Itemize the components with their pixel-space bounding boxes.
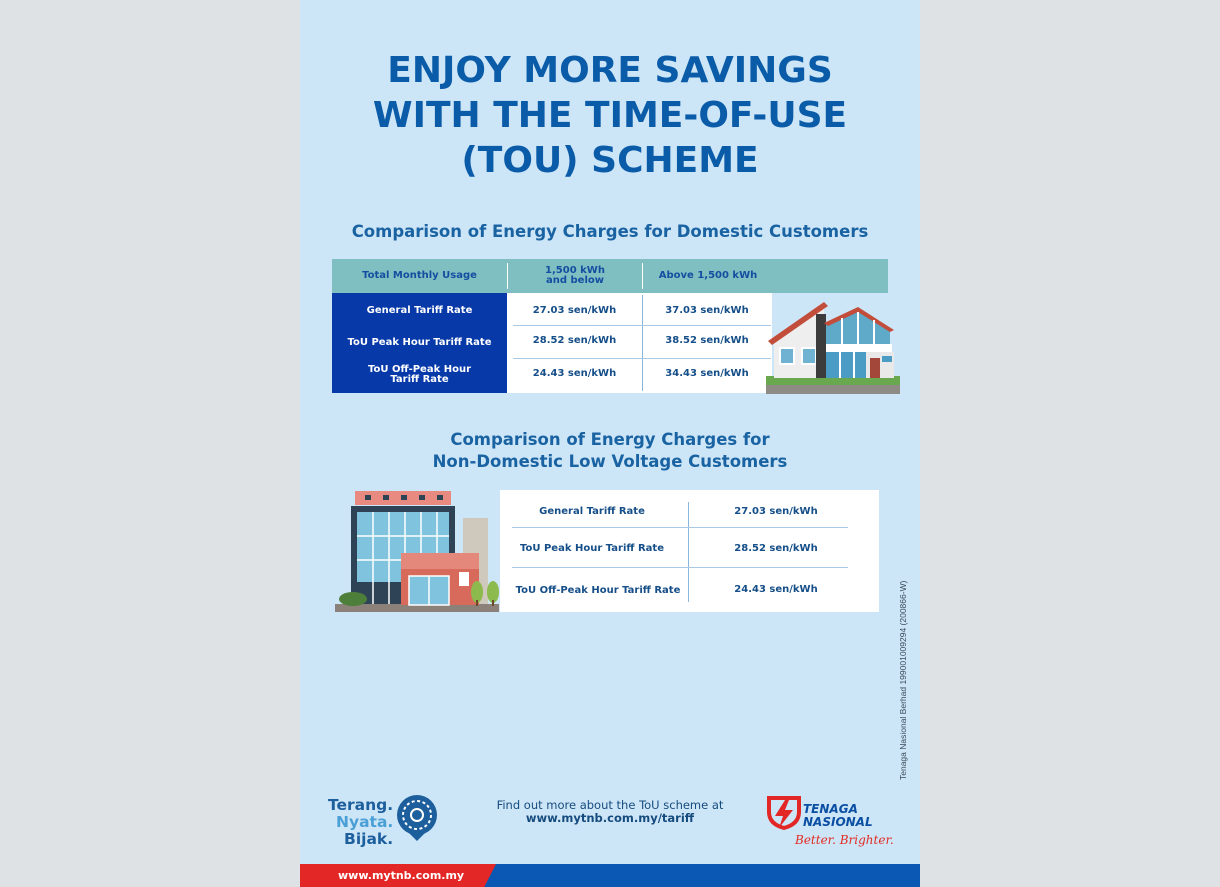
non-domestic-title-line-2: Non-Domestic Low Voltage Customers bbox=[432, 452, 788, 471]
peak-rate-low: 28.52 sen/kWh bbox=[532, 335, 617, 346]
domestic-table-header bbox=[332, 259, 888, 293]
nd-general-rate: 27.03 sen/kWh bbox=[734, 505, 818, 517]
domestic-section-title: Comparison of Energy Charges for Domestic Customers bbox=[351, 222, 869, 241]
header-1500-and-below bbox=[508, 259, 642, 293]
row-divider bbox=[512, 527, 848, 528]
find-more-text bbox=[470, 799, 750, 825]
domestic-row-values bbox=[507, 293, 772, 393]
headline-line-1: ENJOY MORE SAVINGS bbox=[387, 50, 833, 91]
nd-row-label-general: General Tariff Rate bbox=[539, 505, 645, 517]
registration-text: Tenaga Nasional Berhad 199001009294 (200866-W) bbox=[898, 580, 908, 780]
non-domestic-title-line-1: Comparison of Energy Charges for bbox=[450, 430, 770, 449]
bottom-url-link[interactable]: www.mytnb.com.my bbox=[338, 869, 465, 882]
building-illustration bbox=[335, 488, 505, 614]
headline-line-2: WITH THE TIME-OF-USE bbox=[372, 95, 848, 136]
general-rate-high: 37.03 sen/kWh bbox=[665, 305, 749, 316]
nd-peak-rate: 28.52 sen/kWh bbox=[734, 542, 818, 554]
headline-line-3: (TOU) SCHEME bbox=[461, 140, 759, 181]
row-label-peak: ToU Peak Hour Tariff Rate bbox=[347, 336, 492, 348]
tnb-logo-icon bbox=[763, 794, 803, 832]
header-1500-line2: and below bbox=[546, 275, 604, 286]
slogan bbox=[328, 797, 393, 848]
tnb-logo-tagline: Better. Brighter. bbox=[795, 833, 894, 847]
poster bbox=[300, 0, 920, 887]
column-divider bbox=[688, 502, 689, 602]
slogan-bijak: Bijak. bbox=[344, 830, 394, 848]
domestic-row-labels bbox=[332, 293, 507, 393]
tnb-logo-name-1: TENAGA bbox=[803, 802, 858, 816]
column-divider bbox=[642, 295, 643, 391]
row-label-general: General Tariff Rate bbox=[366, 304, 473, 316]
find-more-line: Find out more about the ToU scheme at bbox=[496, 798, 724, 812]
house-illustration bbox=[766, 296, 900, 394]
nd-row-label-peak: ToU Peak Hour Tariff Rate bbox=[520, 542, 664, 554]
row-label-off-peak bbox=[332, 359, 507, 390]
slogan-nyata: Nyata. bbox=[336, 813, 394, 831]
header-above-1500: Above 1,500 kWh bbox=[658, 270, 758, 281]
row-divider bbox=[513, 325, 771, 326]
nd-row-label-off-peak: ToU Off-Peak Hour Tariff Rate bbox=[515, 584, 681, 596]
row-divider bbox=[512, 567, 848, 568]
row-label-off-peak-line2: Tariff Rate bbox=[390, 373, 449, 385]
nd-off-peak-rate: 24.43 sen/kWh bbox=[734, 583, 818, 595]
tariff-url-link[interactable]: www.mytnb.com.my/tariff bbox=[525, 811, 695, 825]
peak-rate-high: 38.52 sen/kWh bbox=[665, 335, 749, 346]
non-domestic-tariff-table bbox=[500, 490, 879, 612]
off-peak-rate-high: 34.43 sen/kWh bbox=[665, 368, 749, 379]
row-label-off-peak-line1: ToU Off-Peak Hour bbox=[368, 363, 471, 375]
general-rate-low: 27.03 sen/kWh bbox=[532, 305, 617, 316]
header-1500-line1: 1,500 kWh bbox=[545, 265, 605, 276]
tnb-logo bbox=[763, 794, 894, 856]
bulb-icon bbox=[394, 794, 440, 842]
off-peak-rate-low: 24.43 sen/kWh bbox=[532, 368, 617, 379]
header-total-monthly-usage: Total Monthly Usage bbox=[362, 270, 477, 281]
headline bbox=[300, 48, 920, 183]
slogan-terang: Terang. bbox=[328, 796, 394, 814]
row-divider bbox=[513, 358, 771, 359]
tnb-logo-name-2: NASIONAL bbox=[803, 815, 873, 829]
